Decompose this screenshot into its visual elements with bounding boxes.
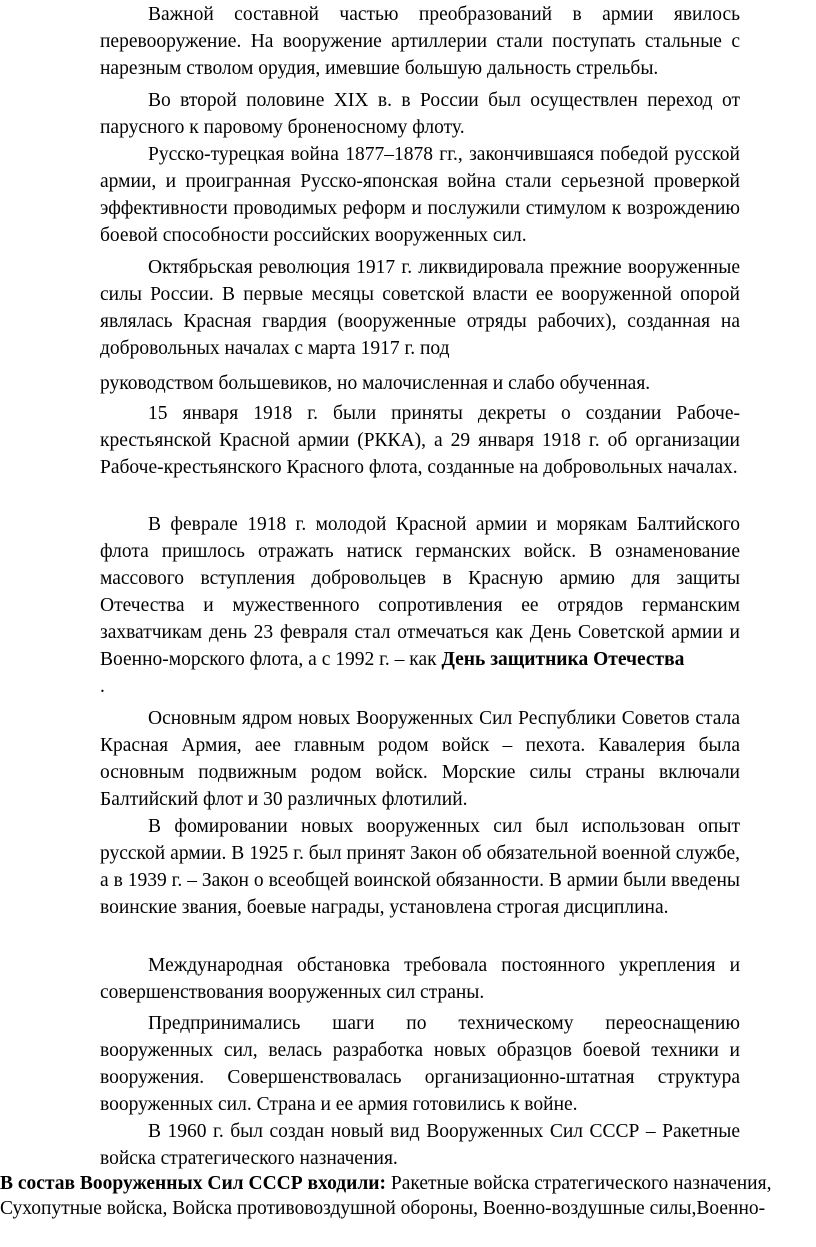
- paragraph-february-1918: [100, 511, 740, 700]
- paragraph-strategic-missile-forces: В 1960 г. был создан новый вид Вооруженных Сил СССР – Ракетные войска стратегического назначения.: [100, 1121, 740, 1169]
- paragraph-formation: В фомировании новых вооруженных сил был использован опыт русской армии. В 1925 г. был принят Закон об обязательной военной службе, а в 1939 г. – Закон о всеобщей воинской обязанности. В армии были введены воинские звания, боевые награды, установлена строгая дисциплина.: [100, 816, 740, 918]
- paragraph-red-army-core: Основным ядром новых Вооруженных Сил Республики Советов стала Красная Армия, аее главным родом войск – пехота. Кавалерия была основным подвижным родом войск. Морские силы страны включали Балтийский флот и 30 различных флотилий.: [100, 708, 740, 810]
- defender-day-bold: День защитника Отечества: [441, 649, 685, 670]
- composition-text: Ракетные войска стратегического назначения, Сухопутные войска, Войска противовоздушной обороны, Военно-воздушные силы,Военно-: [0, 1173, 772, 1219]
- paragraph-october-revolution: Октябрьская революция 1917 г. ликвидировала прежние вооруженные силы России. В первые месяцы советской власти ее вооруженной опорой являлась Красная гвардия (вооруженные отряды рабочих), созданная на добровольных началах с марта 1917 г. под: [100, 257, 740, 359]
- paragraph-technical-reequipment: Предпринимались шаги по техническому переоснащению вооруженных сил, велась разработка новых образцов боевой техники и вооружения. Совершенствовалась организационно-штатная структура вооруженных сил. Страна и ее армия готовились к войне.: [100, 1013, 740, 1115]
- paragraph-russo-turkish-war: Русско-турецкая война 1877–1878 гг., закончившаяся победой русской армии, и проигранная Русско-японская война стали серьезной проверкой эффективности проводимых реформ и послужили стимулом к возрождению боевой способности российских вооруженных сил.: [100, 144, 740, 246]
- paragraph-armed-forces-composition: [0, 1171, 812, 1221]
- composition-heading-bold: В состав Вооруженных Сил СССР входили:: [0, 1173, 387, 1194]
- paragraph-rkka-decrees: 15 января 1918 г. были приняты декреты о создании Рабоче-крестьянской Красной армии (РККА), а 29 января 1918 г. об организации Рабоче-крестьянского Красного флота, созданные на добровольных началах.: [100, 403, 740, 478]
- paragraph-february-1918-text: В феврале 1918 г. молодой Красной армии и морякам Балтийского флота пришлось отражать натиск германских войск. В ознаменование массового вступления добровольцев в Красную армию для защиты Отечества и мужественного сопротивления ее отрядов германским захватчикам день 23 февраля стал отмечаться как День Советской армии и Военно-морского флота, а с 1992 г. – как: [100, 514, 740, 670]
- paragraph-fleet-transition: Во второй половине XIX в. в России был осуществлен переход от парусного к паровому броненосному флоту.: [100, 90, 740, 138]
- paragraph-rearmament: Важной составной частью преобразований в армии явилось перевооружение. На вооружение артиллерии стали поступать стальные с нарезным стволом орудия, имевшие большую дальность стрельбы.: [100, 4, 740, 79]
- paragraph-october-revolution-continued: руководством большевиков, но малочисленная и слабо обученная.: [100, 373, 651, 394]
- paragraph-international-situation: Международная обстановка требовала постоянного укрепления и совершенствования вооруженных сил страны.: [100, 955, 740, 1003]
- paragraph-february-1918-period: .: [100, 676, 105, 697]
